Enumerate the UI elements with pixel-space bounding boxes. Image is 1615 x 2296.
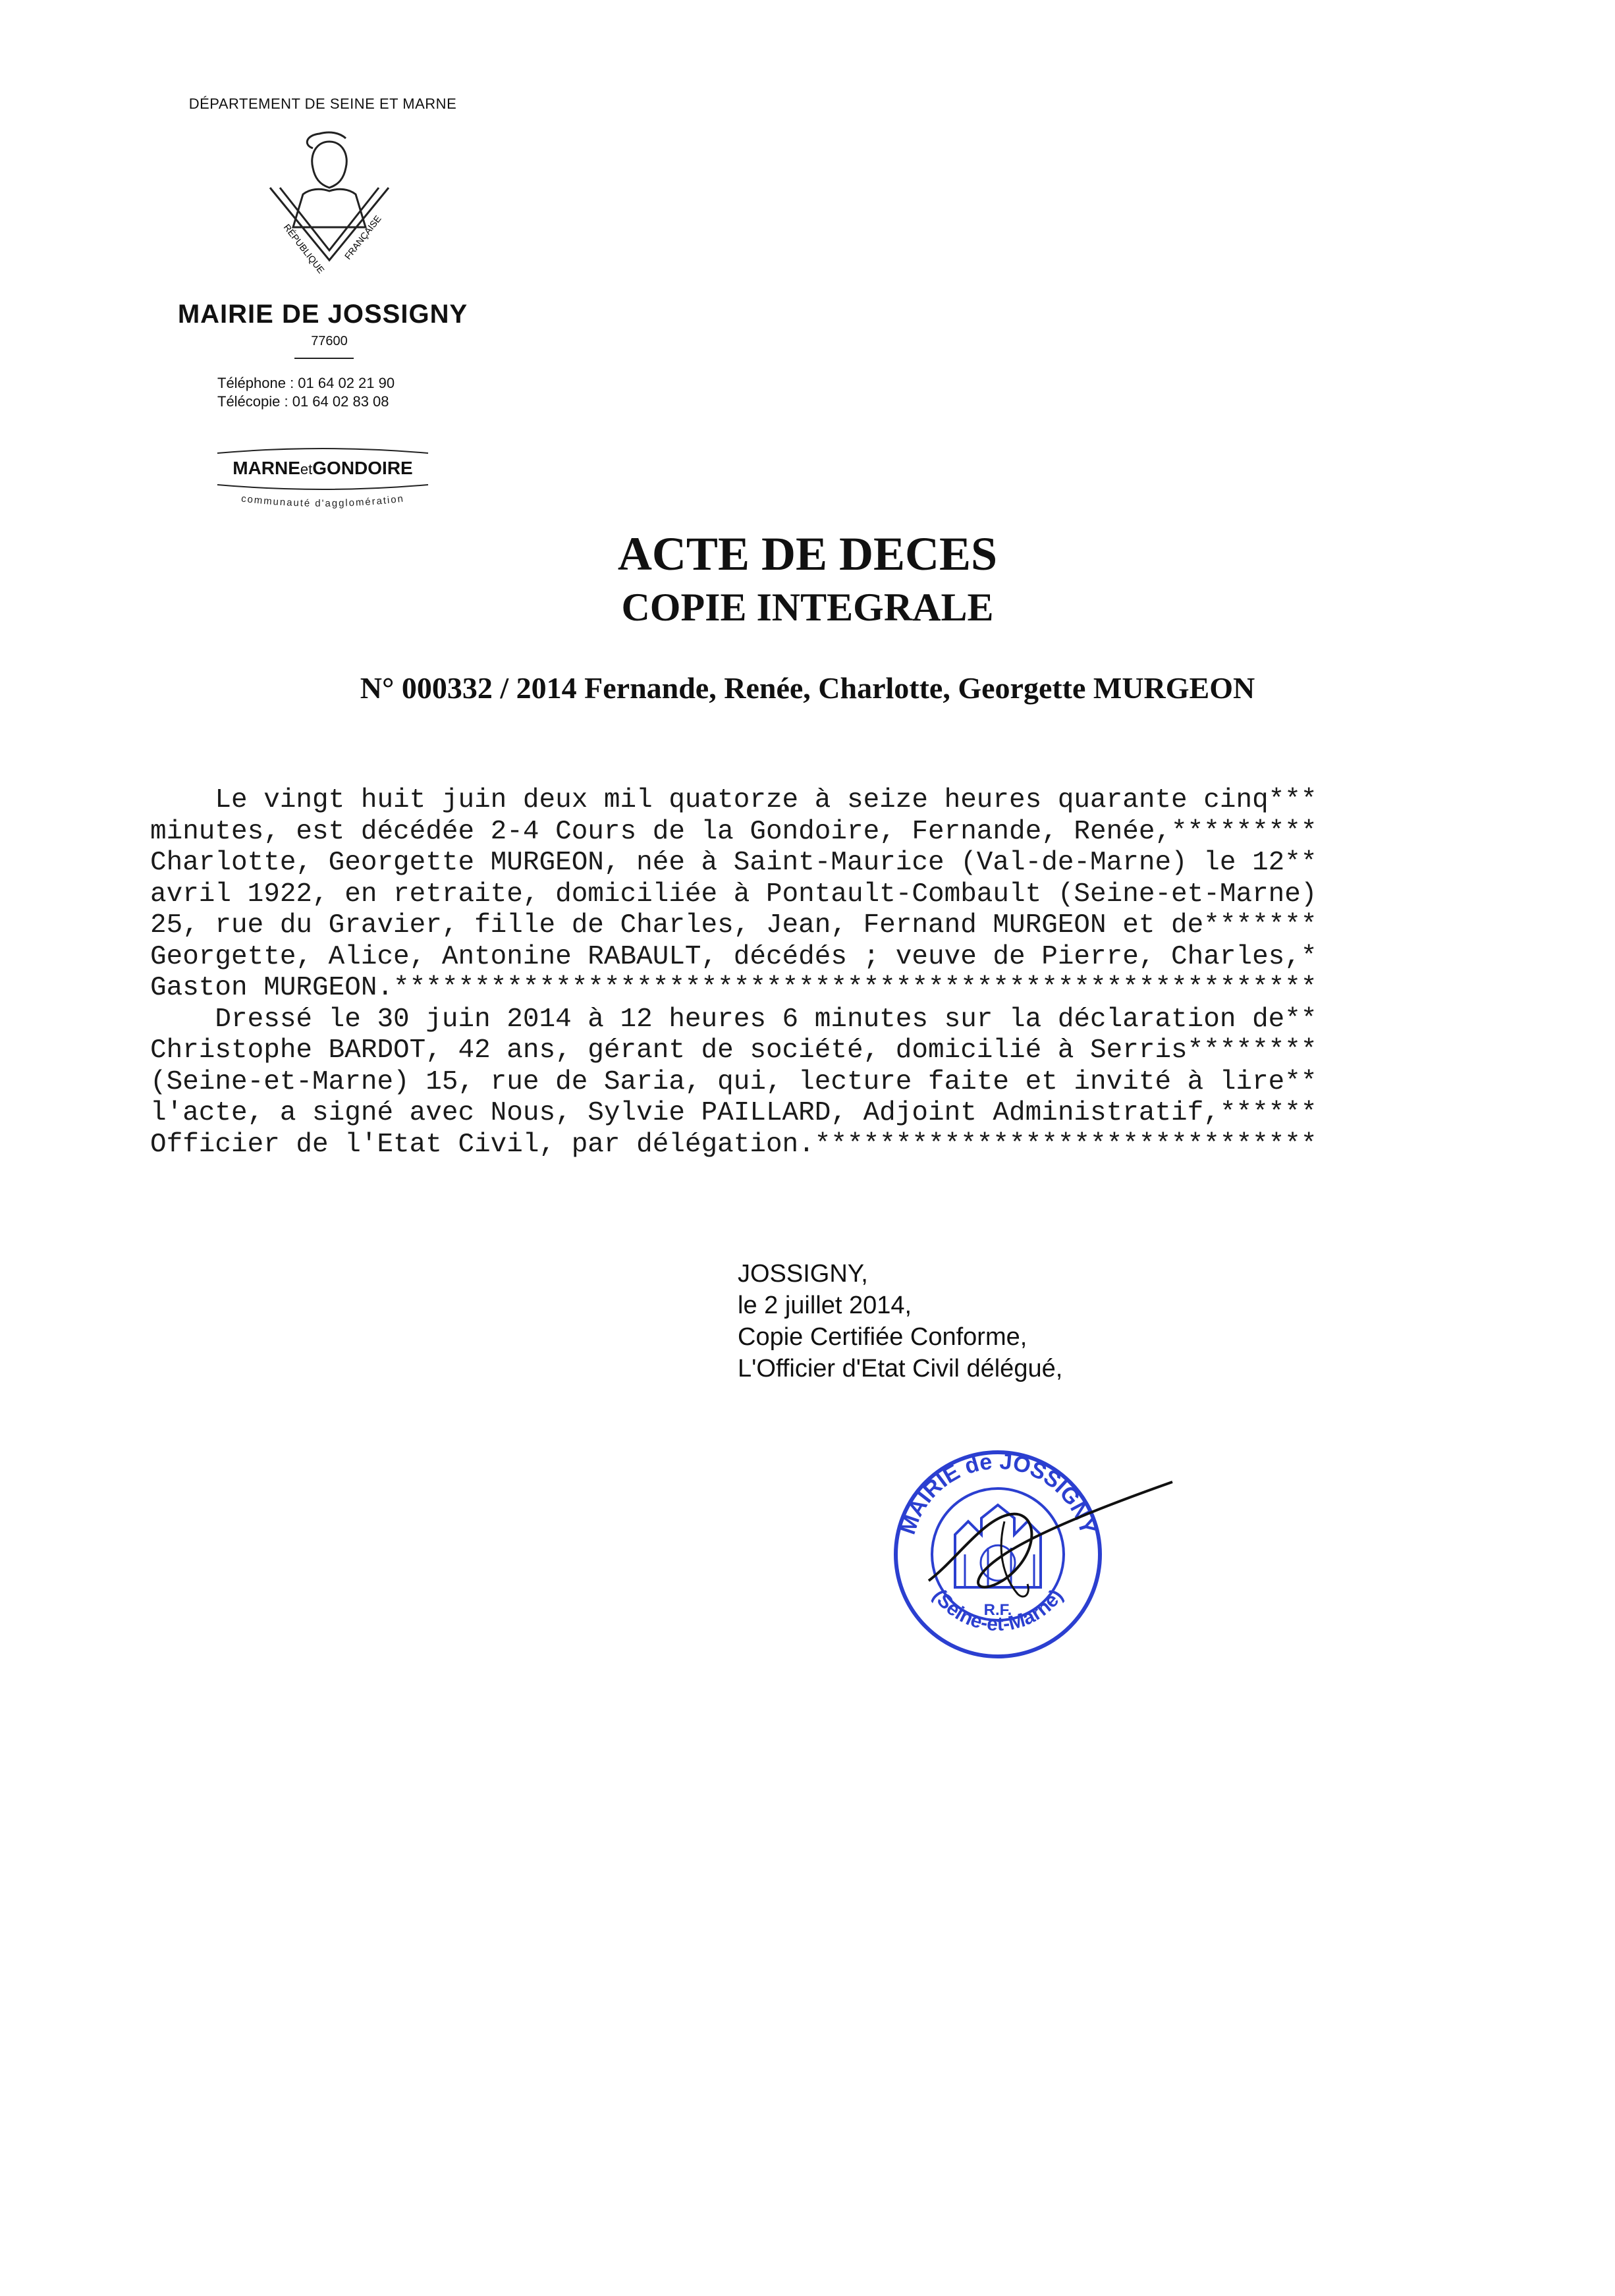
svg-text:MARNEetGONDOIRE xyxy=(233,458,413,478)
department-heading: DÉPARTEMENT DE SEINE ET MARNE xyxy=(188,96,457,112)
seal-center-text: R.F. xyxy=(983,1601,1012,1619)
closing-place: JOSSIGNY, xyxy=(738,1260,868,1288)
emblem-right-text: FRANÇAISE xyxy=(342,213,383,261)
act-body-text: Le vingt huit juin deux mil quatorze à seize heures quarante cinq*** minutes, est décédée 2-4 Cours de la Gondoire, Fernande, Renée,********* Charlotte, Georgette MURGEON, née à Saint-Maurice (Val-de-Marne) le 12** avril 1922, en retraite, domiciliée à Pontault-Combault (Seine-et-Marne) 25, rue du Gravier, fille de Charles, Jean, Fernand MURGEON et de******* Georgette, Alice, Antonine RABAULT, décédés ; veuve de Pierre, Charles,* Gaston MURGEON.********************************************************* Dressé le 30 juin 2014 à 12 heures 6 minutes sur la déclaration de** Christophe BARDOT, 42 ans, gérant de société, domicilié à Serris******** (Seine-et-Marne) 15, rue de Saria, qui, lecture faite et invité à lire** l'acte, a signé avec Nous, Sylvie PAILLARD, Adjoint Administratif,****** Officier de l'Etat Civil, par délégation.******************************* xyxy=(150,785,1317,1160)
official-seal-stamp xyxy=(883,1442,1186,1660)
closing-officer: L'Officier d'Etat Civil délégué, xyxy=(738,1355,1063,1382)
logo-gondoire: GONDOIRE xyxy=(312,458,413,478)
logo-marne: MARNE xyxy=(233,458,300,478)
svg-text:MAIRIE de JOSSIGNY xyxy=(895,1449,1101,1538)
contact-block xyxy=(217,374,481,411)
header-divider xyxy=(294,358,354,359)
seal-top-text: MAIRIE de JOSSIGNY xyxy=(894,1448,1101,1538)
closing-certification: Copie Certifiée Conforme, xyxy=(738,1323,1027,1351)
seal-bottom-text: (Seine-et-Marne) xyxy=(928,1585,1068,1635)
document-reference: N° 000332 / 2014 Fernande, Renée, Charlotte, Georgette MURGEON xyxy=(360,671,1255,705)
document-subtitle: COPIE INTEGRALE xyxy=(621,586,994,629)
emblem-left-text: RÉPUBLIQUE xyxy=(281,221,327,275)
logo-et: et xyxy=(300,461,313,478)
logo-subtitle: communauté d'agglomération xyxy=(240,493,405,510)
telephone-line: Téléphone : 01 64 02 21 90 xyxy=(217,375,395,391)
svg-text:communauté d'agglomération xyxy=(240,493,405,509)
document-title: ACTE DE DECES xyxy=(617,528,998,580)
mairie-name: MAIRIE DE JOSSIGNY xyxy=(177,300,468,329)
marianne-emblem-icon xyxy=(257,128,402,280)
closing-block xyxy=(738,1258,1265,1384)
telecopie-line: Télécopie : 01 64 02 83 08 xyxy=(217,393,389,410)
closing-date: le 2 juillet 2014, xyxy=(738,1292,912,1319)
postcode: 77600 xyxy=(311,334,348,348)
marne-et-gondoire-logo xyxy=(204,443,441,522)
